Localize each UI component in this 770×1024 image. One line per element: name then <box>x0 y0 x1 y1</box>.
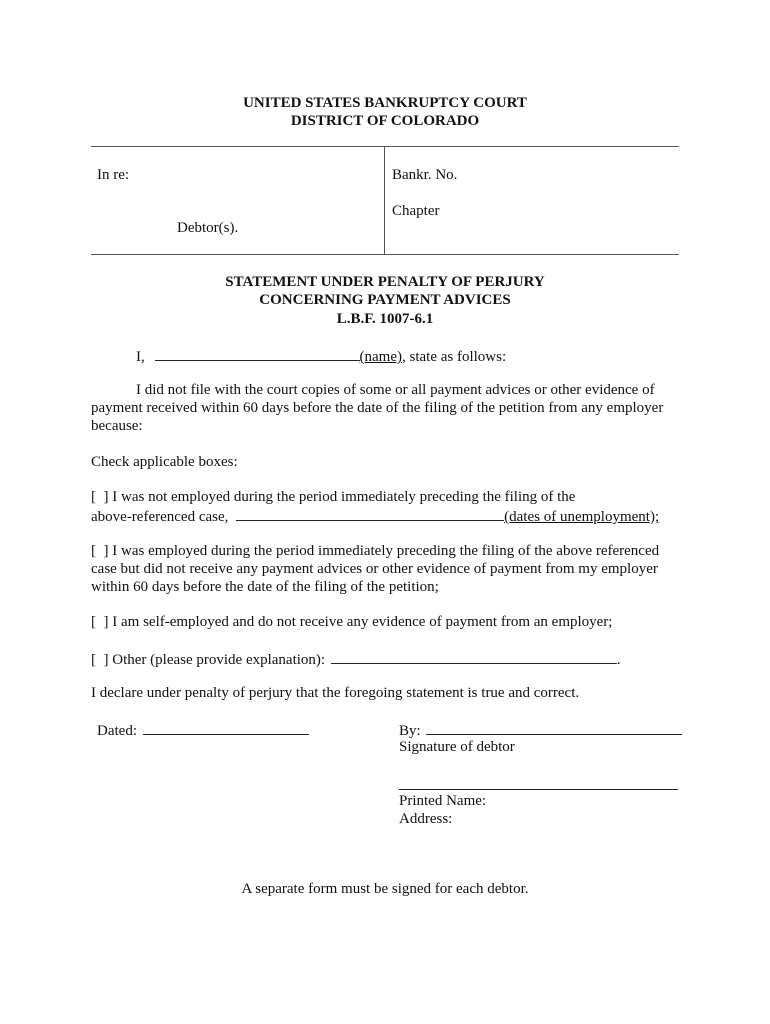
date-field[interactable] <box>143 720 309 735</box>
bankr-no-label: Bankr. No. <box>392 167 458 183</box>
option-2-line-2: case but did not receive any payment advices or other evidence of payment from my employer <box>91 561 658 577</box>
intro-i: I, <box>136 349 145 365</box>
para-line-3: because: <box>91 418 143 434</box>
printed-name-label: Printed Name: <box>399 793 487 809</box>
unemployment-dates-label: (dates of unemployment); <box>504 509 660 525</box>
option-3-checkbox[interactable]: [ ] <box>91 614 109 630</box>
form-title-line1: STATEMENT UNDER PENALTY OF PERJURY <box>225 274 545 290</box>
signature-field[interactable] <box>426 720 682 735</box>
chapter-label: Chapter <box>392 203 440 219</box>
option-1-text: I was not employed during the period immediately preceding the filing of the <box>112 489 576 505</box>
name-field[interactable] <box>155 346 360 361</box>
option-2-line-3: within 60 days before the date of the filing of the petition; <box>91 579 439 595</box>
form-number: L.B.F. 1007-6.1 <box>336 311 434 327</box>
option-1-line-2 <box>91 506 659 526</box>
option-1-checkbox[interactable]: [ ] <box>91 489 109 505</box>
court-name: UNITED STATES BANKRUPTCY COURT <box>243 95 527 111</box>
printed-name-line[interactable] <box>399 789 678 790</box>
option-1-line-1 <box>91 488 575 506</box>
option-2-text: I was employed during the period immediately preceding the filing of the above referenced <box>112 543 660 559</box>
intro-state: , state as follows: <box>401 349 507 365</box>
option-3-text: I am self-employed and do not receive any evidence of payment from an employer; <box>112 614 613 630</box>
debtors-label: Debtor(s). <box>177 220 239 236</box>
name-label: (name) <box>359 349 402 365</box>
option-4 <box>91 649 621 669</box>
by-row <box>399 720 682 740</box>
other-explanation-field[interactable] <box>331 649 617 664</box>
address-label: Address: <box>399 811 453 827</box>
option-2-line-1 <box>91 542 659 560</box>
signature-of-debtor-label: Signature of debtor <box>399 739 515 755</box>
option-1-case-text: above-referenced case, <box>91 509 229 525</box>
para-line-2: payment received within 60 days before the date of the filing of the petition from any employer <box>91 400 664 416</box>
footer-note: A separate form must be signed for each debtor. <box>241 881 529 897</box>
dated-row <box>97 720 309 740</box>
dated-label: Dated: <box>97 723 137 739</box>
option-4-checkbox[interactable]: [ ] <box>91 652 109 668</box>
option-4-text: Other (please provide explanation): <box>112 652 326 668</box>
option-4-period: . <box>616 652 621 668</box>
option-2-checkbox[interactable]: [ ] <box>91 543 109 559</box>
caption-top-rule <box>91 146 679 147</box>
district-name: DISTRICT OF COLORADO <box>290 113 480 129</box>
unemployment-dates-field[interactable] <box>236 506 504 521</box>
caption-divider <box>384 146 385 254</box>
para-line-1: I did not file with the court copies of some or all payment advices or other evidence of <box>136 382 655 398</box>
declaration: I declare under penalty of perjury that the foregoing statement is true and correct. <box>91 685 580 701</box>
in-re-label: In re: <box>97 167 130 183</box>
option-3 <box>91 613 612 631</box>
caption-bottom-rule <box>91 254 679 255</box>
intro-line <box>136 346 506 366</box>
check-boxes-label: Check applicable boxes: <box>91 454 238 470</box>
by-label: By: <box>399 723 421 739</box>
form-title-line2: CONCERNING PAYMENT ADVICES <box>259 292 511 308</box>
